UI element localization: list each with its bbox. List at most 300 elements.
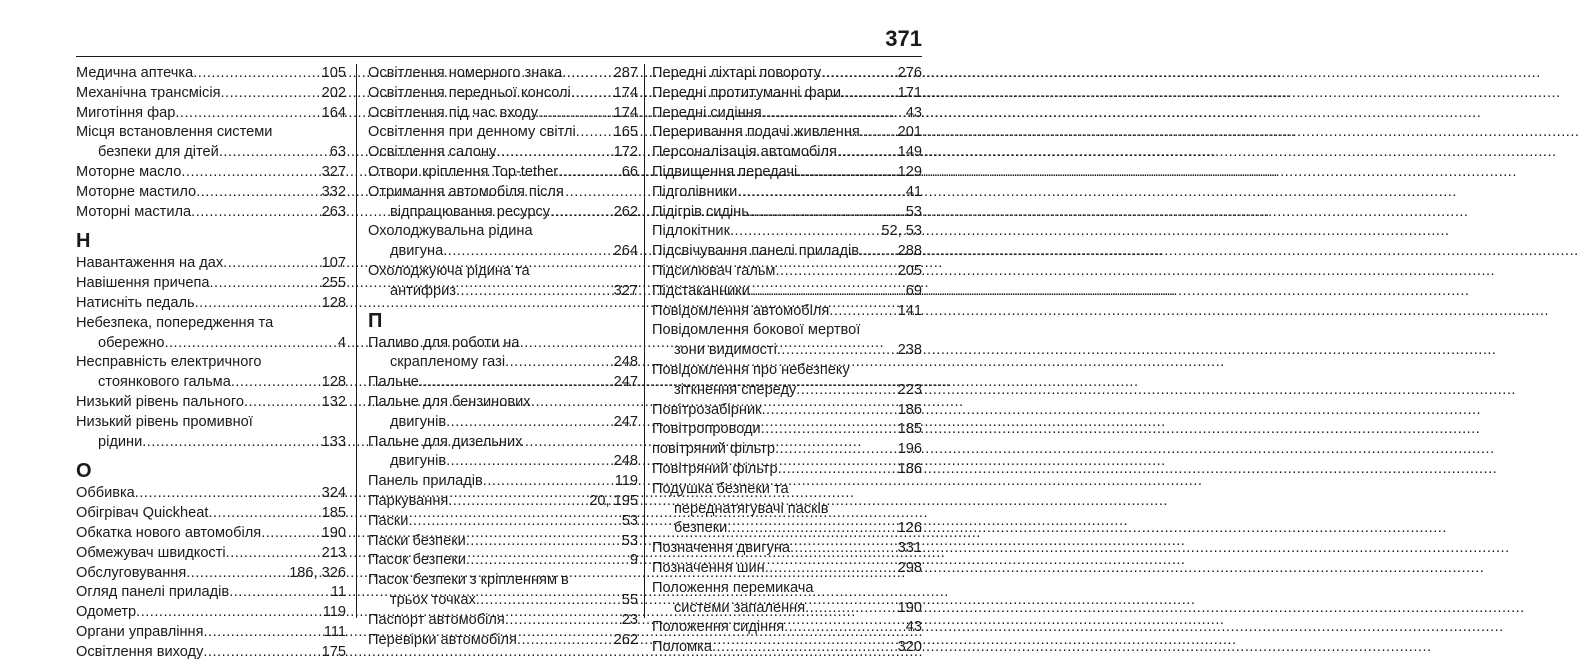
index-entry-term: Огляд панелі приладів [76,584,230,601]
index-entry [76,623,346,643]
index-entry [652,163,922,183]
index-entry-term: переднатягувачі пасків [674,500,829,517]
index-entry [368,183,638,223]
index-entry-pages: 11 [330,584,346,601]
dot-leader [231,373,321,393]
index-entry [76,353,346,393]
index-entry-pages: 174 [613,84,638,101]
dot-leader [261,524,320,544]
index-entry [652,143,922,163]
index-entry [76,643,346,663]
index-letter-heading: Н [76,230,91,253]
index-entry-term: стоянкового гальма [98,374,231,391]
dot-leader [175,104,320,124]
index-entry-pages: 149 [897,144,922,161]
dot-leader [483,472,614,492]
index-entry-pages: 53 [621,512,638,529]
index-entry-term: Підсилювач гальм [652,262,776,279]
index-entry-term: Натисніть педаль [76,294,195,311]
index-entry [368,472,638,492]
dot-leader [476,591,621,611]
index-entry-term: Положення сидіння [652,619,785,636]
dot-leader [784,618,905,638]
dot-leader [860,123,897,143]
index-entry-pages: 107 [321,255,346,272]
dot-leader [778,460,897,480]
dot-leader [226,544,321,564]
index-entry-term: Паркування [368,492,449,509]
dot-leader [193,64,320,84]
index-entry-pages: 126 [897,520,922,537]
index-entry-pages: 263 [321,203,346,220]
index-entry [76,484,346,504]
index-entry-pages: 248 [613,354,638,371]
index-entry-term: Переривання подачі живлення [652,124,860,141]
index-entry-pages: 105 [321,65,346,81]
index-entry-term: Повітряний фільтр [652,460,778,477]
dot-leader [576,123,613,143]
index-entry-term: Одометр [76,604,137,621]
index-entry-pages: 202 [321,84,346,101]
index-entry-term: Медична аптечка [76,65,194,81]
index-entry-term: Паливо для роботи на [368,334,520,351]
index-entry [652,559,922,579]
index-entry-term: Повідомлення про небезпеку [652,361,850,378]
dot-leader [208,504,320,524]
index-entry-term: Позначення двигуна [652,540,790,557]
index-entry [368,571,638,611]
dot-leader [749,203,905,223]
index-entry-pages: 119 [614,473,638,490]
dot-leader [203,623,322,643]
index-entry [368,551,638,571]
index-entry-pages: 53 [905,203,922,220]
index-entry-term: Пальне для бензинових [368,393,531,410]
index-entry-term: Обкатка нового автомобіля [76,524,262,541]
index-entry [76,254,346,274]
index-entry-term: Повідомлення бокової мертвої [652,322,861,339]
index-entry-pages: 223 [897,381,922,398]
index-entry [652,361,922,401]
dot-leader [229,583,330,603]
dot-leader [466,551,629,571]
index-entry-term: Підголівники [652,183,738,200]
index-entry-term: Повідомлення автомобіля [652,302,830,319]
index-entry-term: Позначення шин [652,559,765,576]
index-entry-term: Миготіння фар [76,104,176,121]
dot-leader [223,254,320,274]
index-entry-term: Подушка безпеки та [652,480,789,497]
index-entry-pages: 175 [321,643,346,660]
dot-leader [448,492,588,512]
index-entry [652,579,922,619]
index-entry-term: двигуна [390,243,444,260]
dot-leader [244,393,321,413]
index-letter-heading: О [76,460,92,483]
index-entry-pages: 63 [329,144,346,161]
index-entry [76,183,346,203]
index-entry-pages: 133 [321,433,346,450]
index-entry-term: Підвищення передачі [652,163,798,180]
dot-leader [496,143,612,163]
index-entry-term: Отримання автомобіля після [368,183,564,200]
index-entry-pages: 262 [613,631,638,648]
index-entry-term: Обігрівач Quickheat [76,505,209,522]
index-entry-term: Панель приладів [368,473,483,490]
index-column-3 [652,64,922,656]
index-entry-term: Моторне мастило [76,183,197,200]
index-entry [368,373,638,393]
index-entry-pages: 111 [323,623,346,640]
index-entry-term: Низький рівень промивної [76,413,253,430]
index-entry-pages: 41 [905,183,922,200]
index-entry-term: двигунів [390,453,447,470]
index-entry-term: Обмежувач швидкості [76,544,226,561]
dot-leader [142,433,320,453]
index-entry-pages: 247 [613,374,638,391]
index-entry-pages: 165 [613,124,638,141]
dot-leader [859,242,897,262]
index-entry-pages: 186, 326 [289,564,346,581]
index-entry-term: Поломка [652,639,712,656]
index-entry-pages: 205 [897,262,922,279]
index-entry-pages: 4 [337,334,346,351]
dot-leader [181,163,320,183]
dot-leader [443,242,612,262]
index-entry-pages: 331 [897,540,922,557]
index-entry-term: Пальне [368,374,419,391]
index-entry-term: Освітлення номерного знака [368,65,563,81]
index-entry [368,222,638,262]
index-entry-pages: 287 [613,65,638,81]
index-entry-term: Охолоджувальна рідина [368,223,533,240]
index-entry-pages: 255 [321,275,346,292]
index-entry-pages: 55 [621,591,638,608]
index-entry [76,413,346,453]
index-entry-term: Паски безпеки [368,532,466,549]
index-entry-term: Низький рівень пального [76,393,244,410]
index-entry-term: Освітлення при денному світлі [368,124,576,141]
dot-leader [712,638,897,658]
index-entry [368,492,638,512]
dot-leader [191,203,321,223]
page-number: 371 [885,26,922,51]
dot-leader [221,84,321,104]
dot-leader [219,143,329,163]
dot-leader [761,401,896,421]
index-entry-term: Освітлення салону [368,144,497,161]
dot-leader [797,163,896,183]
index-entry [652,302,922,322]
index-entry [368,334,638,374]
index-entry-term: Обслуговування [76,564,187,581]
dot-leader [737,183,904,203]
index-entry-pages: 69 [905,282,922,299]
index-entry [652,539,922,559]
index-entry [652,183,922,203]
dot-leader [821,64,897,84]
index-entry [652,401,922,421]
index-entry-pages: 327 [321,163,346,180]
index-entry [368,611,638,631]
index-entry-pages: 128 [321,374,346,391]
dot-leader [505,611,621,631]
index-entry [368,393,638,433]
index-entry-pages: 276 [897,65,922,81]
index-entry [652,64,922,84]
index-entry-pages: 171 [897,84,922,101]
dot-leader [558,163,621,183]
index-entry-term: Органи управління [76,623,204,640]
index-entry-term: Підігрів сидінь [652,203,749,220]
index-entry-pages: 164 [321,104,346,121]
index-entry [652,222,922,242]
index-entry [76,524,346,544]
dot-leader [136,603,322,623]
index-entry-term: Передні сидіння [652,104,762,121]
index-entry [76,603,346,623]
dot-leader [196,183,320,203]
index-entry-term: скрапленому газі [390,354,506,371]
index-entry-pages: 66 [621,163,638,180]
index-entry-term: Передні ліхтарі повороту [652,65,822,81]
index-entry-term: безпеки для дітей [98,144,219,161]
index-entry [652,84,922,104]
index-entry-term: Підсвічування панелі приладів [652,243,860,260]
dot-leader [195,294,321,314]
index-entry-term: антифриз [390,282,456,299]
index-entry-pages: 320 [897,639,922,656]
index-entry-pages: 119 [322,604,346,621]
index-entry-pages: 172 [613,144,638,161]
index-entry-term: Освітлення під час входу [368,104,538,121]
dot-leader [186,564,288,584]
index-entry-pages: 185 [321,505,346,522]
index-columns [76,64,922,660]
index-entry [76,393,346,413]
index-entry-term: Паспорт автомобіля [368,611,505,628]
index-entry-term: трьох точках [390,591,476,608]
dot-leader [209,274,320,294]
index-entry [652,618,922,638]
index-entry-term: Освітлення передньої консолі [368,84,571,101]
index-entry [652,123,922,143]
index-entry-pages: 129 [897,163,922,180]
dot-leader [762,104,905,124]
dot-leader [790,539,897,559]
index-entry-pages: 20, 195 [589,492,638,509]
index-entry [76,314,346,354]
dot-leader [562,64,612,84]
dot-leader [164,334,336,354]
index-entry-pages: 132 [321,393,346,410]
index-entry [652,203,922,223]
index-entry-pages: 247 [613,413,638,430]
index-entry [368,512,638,532]
dot-leader [203,643,320,663]
index-entry [652,242,922,262]
index-entry-pages: 53 [621,532,638,549]
index-entry-pages: 201 [897,124,922,141]
dot-leader [730,222,880,242]
index-entry-term: безпеки [674,520,728,537]
dot-leader [777,341,897,361]
index-entry-term: зіткнення спереду [674,381,797,398]
index-entry [652,638,922,658]
index-entry-pages: 23 [621,611,638,628]
dot-leader [761,420,897,440]
index-entry [76,544,346,564]
index-entry [76,104,346,124]
index-entry-term: Навішення причепа [76,275,210,292]
dot-leader [775,440,897,460]
index-entry [76,64,346,84]
index-entry-pages: 174 [613,104,638,121]
index-entry-term: Моторне масло [76,163,182,180]
index-entry-term: Небезпека, попередження та [76,314,274,331]
index-entry [368,104,638,124]
index-entry-term: рідини [98,433,143,450]
index-entry-pages: 186 [897,401,922,418]
index-column-1 [76,64,346,660]
index-entry-pages: 52, 53 [881,223,922,240]
index-entry [76,123,346,163]
index-entry-pages: 43 [905,104,922,121]
index-entry-term: Паски [368,512,409,529]
index-entry-term: системи запалення [674,599,806,616]
index-entry [368,163,638,183]
index-entry-pages: 327 [613,282,638,299]
index-entry-term: Несправність електричного [76,354,262,371]
index-entry-term: Навантаження на дах [76,255,224,272]
index-entry-term: Пасок безпеки з кріпленням в [368,572,569,589]
index-entry-pages: 196 [897,441,922,458]
dot-leader [775,262,896,282]
index-entry-pages: 332 [321,183,346,200]
dot-leader [750,282,905,302]
index-entry [368,631,638,651]
index-entry-pages: 43 [905,619,922,636]
index-entry [652,321,922,361]
index-entry [76,504,346,524]
index-entry [652,104,922,124]
index-entry-pages: 324 [321,485,346,502]
index-entry [76,274,346,294]
index-entry [368,84,638,104]
index-entry [368,123,638,143]
index-entry [368,532,638,552]
dot-leader [446,413,613,433]
dot-leader [829,302,896,322]
index-entry [76,564,346,584]
index-entry-term: Передні протитуманні фари [652,84,841,101]
dot-leader [765,559,897,579]
dot-leader [517,631,613,651]
index-entry [652,460,922,480]
index-entry [652,262,922,282]
index-entry-term: двигунів [390,413,447,430]
index-entry [76,163,346,183]
index-entry-pages: 298 [897,559,922,576]
dot-leader [538,104,613,124]
index-entry [76,84,346,104]
index-entry-term: Освітлення виходу [76,643,204,660]
index-entry-pages: 128 [321,294,346,311]
index-entry-pages: 288 [897,243,922,260]
dot-leader [796,381,896,401]
index-entry-term: Отвори кріплення Top-tether [368,163,559,180]
index-entry [368,64,638,84]
dot-leader [505,353,613,373]
index-entry [368,262,638,302]
dot-leader [135,484,321,504]
dot-leader [419,373,613,393]
dot-leader [408,512,620,532]
index-entry-term: обережно [98,334,165,351]
index-entry-term: Пальне для дизельних [368,433,523,450]
index-entry [652,480,922,539]
index-entry-pages: 9 [629,552,638,569]
dot-leader [466,532,621,552]
index-entry-term: Повітрозабірник [652,401,762,418]
index-entry [652,420,922,440]
dot-leader [841,84,897,104]
index-entry-term: відпрацювання ресурсу [390,203,551,220]
index-entry-pages: 186 [897,460,922,477]
index-entry-term: Перевірки автомобіля [368,631,517,648]
index-entry-pages: 141 [897,302,922,319]
index-entry [368,433,638,473]
index-entry-term: зони видимості [674,342,777,359]
index-entry-term: Місця встановлення системи [76,124,273,141]
index-entry-term: Охолоджуюча рідина та [368,262,530,279]
index-entry [76,203,346,223]
index-entry [652,282,922,302]
index-entry-pages: 190 [321,524,346,541]
index-entry-term: Повітропроводи [652,421,761,438]
dot-leader [837,143,897,163]
index-entry-term: Пасок безпеки [368,552,466,569]
index-entry [76,583,346,603]
index-entry-term: Персоналізація автомобіля [652,144,837,161]
index-entry-pages: 238 [897,342,922,359]
index-entry-term: повітряний фільтр [652,441,775,458]
dot-leader [571,84,613,104]
index-entry-term: Оббивка [76,485,135,502]
dot-leader [446,452,613,472]
dot-leader [727,519,896,539]
header-rule [76,56,922,57]
index-entry-term: Моторні мастила [76,203,192,220]
index-letter-heading: П [368,309,383,332]
index-entry [76,294,346,314]
index-entry-term: Підстаканники [652,282,750,299]
dot-leader [456,282,613,302]
index-entry [368,143,638,163]
index-entry-pages: 190 [897,599,922,616]
index-entry-term: Механічна трансмісія [76,84,221,101]
index-entry-term: Підлокітник [652,223,730,240]
index-column-2 [368,64,638,648]
index-entry-pages: 185 [897,421,922,438]
dot-leader [550,203,613,223]
index-entry-pages: 248 [613,453,638,470]
index-entry-pages: 264 [613,243,638,260]
index-entry-pages: 213 [321,544,346,561]
index-entry-pages: 262 [613,203,638,220]
index-entry [652,440,922,460]
index-entry-term: Положення перемикача [652,579,814,596]
